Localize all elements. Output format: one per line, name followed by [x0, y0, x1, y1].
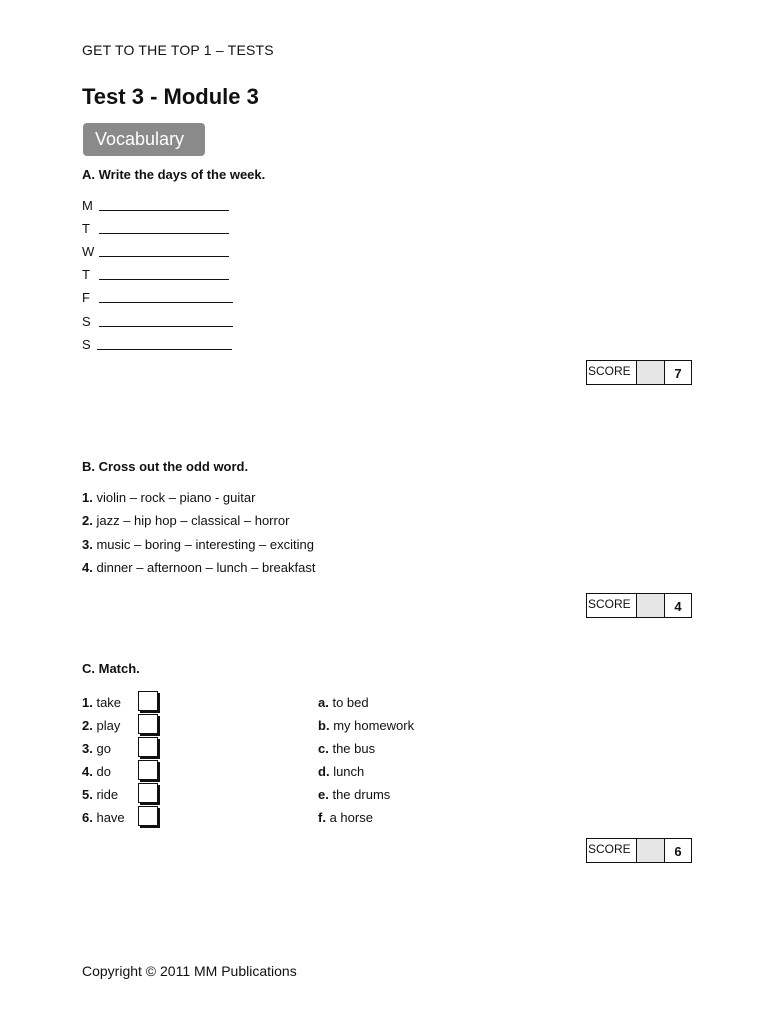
item-text: go [96, 741, 111, 756]
item-text: dinner – afternoon – lunch – breakfast [96, 560, 316, 575]
answer-checkbox[interactable] [138, 691, 158, 711]
item-letter: c. [318, 741, 329, 756]
list-item [82, 560, 315, 575]
score-input[interactable] [637, 594, 665, 617]
item-text: the drums [332, 787, 391, 802]
item-text: music – boring – interesting – exciting [96, 537, 314, 552]
answer-line[interactable] [99, 210, 229, 211]
copyright-footer: Copyright © 2011 MM Publications [82, 963, 297, 979]
score-label: SCORE [587, 594, 637, 617]
item-number: 2. [82, 513, 93, 528]
score-box-c [586, 838, 692, 863]
item-number: 3. [82, 741, 93, 756]
score-box-b [586, 593, 692, 618]
item-letter: e. [318, 787, 329, 802]
match-right-item [318, 764, 364, 779]
item-text: do [96, 764, 111, 779]
score-label: SCORE [587, 839, 637, 862]
item-text: my homework [333, 718, 415, 733]
exercise-a-instruction: A. Write the days of the week. [82, 167, 266, 182]
item-text: play [96, 718, 121, 733]
day-letter: S [82, 314, 91, 329]
answer-checkbox[interactable] [138, 806, 158, 826]
section-badge: Vocabulary [83, 123, 205, 156]
list-item [82, 537, 314, 552]
match-right-item [318, 787, 390, 802]
score-input[interactable] [637, 361, 665, 384]
item-letter: a. [318, 695, 329, 710]
item-number: 4. [82, 560, 93, 575]
answer-checkbox[interactable] [138, 760, 158, 780]
answer-checkbox[interactable] [138, 737, 158, 757]
answer-checkbox[interactable] [138, 783, 158, 803]
item-number: 1. [82, 695, 93, 710]
exercise-b-instruction: B. Cross out the odd word. [82, 459, 249, 474]
match-right-item [318, 695, 369, 710]
item-letter: d. [318, 764, 330, 779]
item-text: the bus [332, 741, 376, 756]
answer-line[interactable] [99, 233, 229, 234]
item-letter: f. [318, 810, 326, 825]
list-item [82, 490, 255, 505]
page-title: Test 3 - Module 3 [82, 84, 259, 109]
item-number: 1. [82, 490, 93, 505]
item-text: jazz – hip hop – classical – horror [96, 513, 290, 528]
score-box-a [586, 360, 692, 385]
page-header: GET TO THE TOP 1 – TESTS [82, 42, 274, 58]
day-letter: T [82, 267, 90, 282]
answer-line[interactable] [99, 279, 229, 280]
item-number: 6. [82, 810, 93, 825]
answer-checkbox[interactable] [138, 714, 158, 734]
item-number: 3. [82, 537, 93, 552]
item-text: ride [96, 787, 119, 802]
item-letter: b. [318, 718, 330, 733]
item-text: have [96, 810, 125, 825]
score-total: 6 [674, 844, 682, 859]
day-letter: T [82, 221, 90, 236]
day-letter: S [82, 337, 91, 352]
day-letter: F [82, 290, 90, 305]
answer-line[interactable] [99, 326, 233, 327]
item-number: 4. [82, 764, 93, 779]
exercise-c-instruction: C. Match. [82, 661, 140, 676]
day-letter: W [82, 244, 95, 259]
item-text: to bed [332, 695, 369, 710]
item-text: lunch [333, 764, 365, 779]
score-label: SCORE [587, 361, 637, 384]
score-total: 7 [674, 366, 682, 381]
answer-line[interactable] [99, 302, 233, 303]
day-letter: M [82, 198, 93, 213]
item-number: 2. [82, 718, 93, 733]
item-number: 5. [82, 787, 93, 802]
list-item [82, 513, 289, 528]
match-right-item [318, 718, 414, 733]
match-right-item [318, 741, 375, 756]
answer-line[interactable] [97, 349, 232, 350]
match-right-item [318, 810, 373, 825]
item-text: a horse [329, 810, 373, 825]
score-input[interactable] [637, 839, 665, 862]
answer-line[interactable] [99, 256, 229, 257]
item-text: violin – rock – piano - guitar [96, 490, 256, 505]
score-total: 4 [674, 599, 682, 614]
item-text: take [96, 695, 122, 710]
